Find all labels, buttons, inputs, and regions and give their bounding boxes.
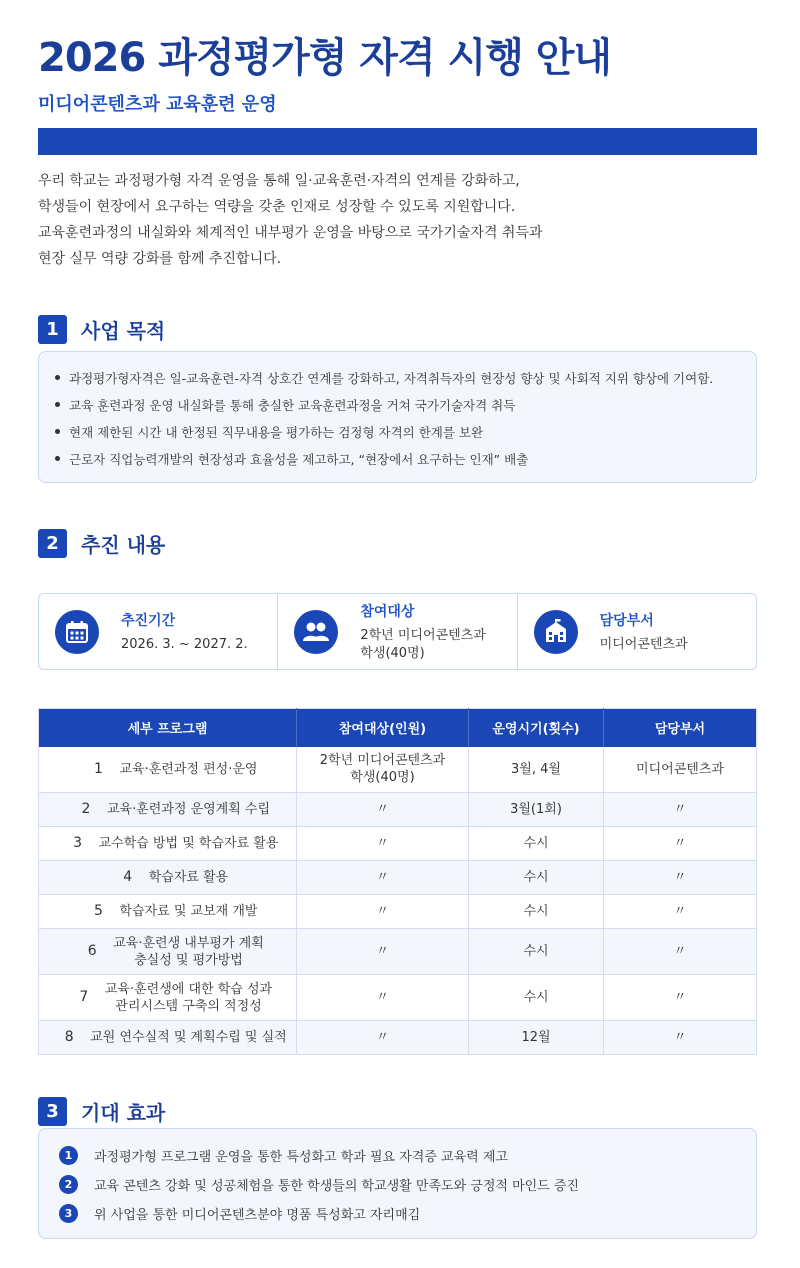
info-label: 추진기간	[121, 612, 176, 629]
target-cell: 〃	[297, 861, 469, 895]
info-target	[277, 594, 516, 669]
intro-line: 교육훈련과정의 내실화와 체계적인 내부평가 운영을 바탕으로 국가기술자격 취득과	[38, 225, 543, 241]
program-name: 교육·훈련과정 편성·운영	[119, 761, 258, 777]
target-cell: 2학년 미디어콘텐츠과 학생(40명)	[297, 747, 469, 793]
list-item	[55, 391, 740, 418]
intro-line: 학생들이 현장에서 요구하는 역량을 갖춘 인재로 성장할 수 있도록 지원합니다.	[38, 199, 516, 215]
row-number: 6	[87, 943, 97, 959]
table-row	[39, 827, 757, 861]
number-badge: 1	[59, 1146, 78, 1165]
section-plan-heading	[38, 529, 165, 558]
target-cell: 〃	[297, 975, 469, 1021]
row-number: 3	[73, 835, 83, 851]
target-cell: 〃	[297, 827, 469, 861]
info-value: 2학년 미디어콘텐츠과 학생(40명)	[360, 627, 486, 661]
purpose-list	[38, 351, 757, 483]
target-cell: 〃	[297, 793, 469, 827]
period-cell: 수시	[469, 827, 604, 861]
list-item-text: 과정평가형자격은 일-교육훈련-자격 상호간 연계를 강화하고, 자격취득자의 현장성 향상 및 사회적 지위 향상에 기여함.	[69, 370, 714, 386]
effects-list	[38, 1128, 757, 1239]
program-cell	[39, 895, 297, 929]
bullet-icon	[55, 456, 60, 461]
program-name: 학습자료 및 교보재 개발	[119, 904, 258, 919]
number-badge: 2	[59, 1175, 78, 1194]
program-name: 교원 연수실적 및 계획수립 및 실적	[90, 1030, 287, 1045]
list-item-text: 교육 훈련과정 운영 내실화를 통해 충실한 교육훈련과정을 거쳐 국가기술자격 취득	[69, 397, 516, 413]
table-row	[39, 895, 757, 929]
row-number: 1	[94, 760, 103, 777]
list-item-text: 위 사업을 통한 미디어콘텐츠분야 명품 특성화고 자리매김	[94, 1208, 421, 1223]
intro-line: 우리 학교는 과정평가형 자격 운영을 통해 일·교육훈련·자격의 연계를 강화하고,	[38, 173, 520, 189]
table-row	[39, 861, 757, 895]
program-cell	[39, 747, 297, 793]
info-label: 참여대상	[360, 603, 415, 620]
list-item	[55, 418, 740, 445]
section-title: 사업 목적	[81, 319, 166, 343]
list-item-text: 근로자 직업능력개발의 현장성과 효율성을 제고하고, “현장에서 요구하는 인재” 배출	[69, 451, 529, 467]
period-cell: 3월(1회)	[469, 793, 604, 827]
summary-info-panel	[38, 593, 757, 670]
info-period	[39, 594, 277, 669]
period-cell: 수시	[469, 861, 604, 895]
section-title: 기대 효과	[81, 1101, 166, 1125]
list-item-text: 현재 제한된 시간 내 한정된 직무내용을 평가하는 검정형 자격의 한계를 보완	[69, 424, 484, 440]
list-item-text: 과정평가형 프로그램 운영을 통한 특성화고 학과 필요 자격증 교육력 제고	[94, 1150, 508, 1165]
period-cell: 수시	[469, 895, 604, 929]
program-name: 교육·훈련생에 대한 학습 성과 관리시스템 구축의 적정성	[104, 981, 273, 1014]
period-cell: 수시	[469, 975, 604, 1021]
page-title: 2026 과정평가형 자격 시행 안내	[38, 35, 612, 81]
table-row	[39, 747, 757, 793]
info-value: 2026. 3. ~ 2027. 2.	[121, 636, 248, 652]
column-header: 운영시기(횟수)	[469, 709, 604, 747]
dept-cell: 〃	[604, 1021, 757, 1055]
number-badge: 3	[59, 1204, 78, 1223]
target-cell: 〃	[297, 1021, 469, 1055]
page-subtitle: 미디어콘텐츠과 교육훈련 운영	[38, 94, 277, 115]
program-cell	[39, 975, 297, 1021]
intro-paragraph	[38, 168, 543, 272]
program-cell	[39, 929, 297, 975]
row-number: 8	[64, 1029, 74, 1045]
dept-cell: 미디어콘텐츠과	[604, 747, 757, 793]
section-number-badge: 1	[38, 315, 67, 344]
dept-cell: 〃	[604, 975, 757, 1021]
people-icon	[294, 610, 338, 654]
program-name: 교육·훈련과정 운영계획 수립	[106, 802, 271, 817]
school-building-icon	[534, 610, 578, 654]
list-item	[59, 1141, 736, 1170]
section-effects-heading	[38, 1097, 165, 1126]
info-department	[517, 594, 756, 669]
column-header: 세부 프로그램	[39, 709, 297, 747]
period-cell: 수시	[469, 929, 604, 975]
section-purpose-heading	[38, 315, 165, 344]
info-value: 미디어콘텐츠과	[599, 636, 688, 652]
row-number: 2	[81, 801, 91, 817]
dept-cell: 〃	[604, 861, 757, 895]
list-item-text: 교육 콘텐츠 강화 및 성공체험을 통한 학생들의 학교생활 만족도와 긍정적 마인드 증진	[94, 1179, 579, 1194]
list-item	[59, 1199, 736, 1228]
section-number-badge: 2	[38, 529, 67, 558]
dept-cell: 〃	[604, 793, 757, 827]
target-cell: 〃	[297, 895, 469, 929]
list-item	[55, 364, 740, 391]
dept-cell: 〃	[604, 827, 757, 861]
table-header-row	[39, 709, 757, 747]
column-header: 담당부서	[604, 709, 757, 747]
table-row	[39, 929, 757, 975]
row-number: 4	[123, 869, 133, 885]
target-cell: 〃	[297, 929, 469, 975]
intro-line: 현장 실무 역량 강화를 함께 추진합니다.	[38, 251, 282, 267]
info-label: 담당부서	[599, 612, 654, 629]
list-item	[59, 1170, 736, 1199]
bullet-icon	[55, 429, 60, 434]
row-number: 5	[94, 903, 103, 919]
program-name: 교수학습 방법 및 학습자료 활용	[98, 836, 279, 851]
section-title: 추진 내용	[81, 533, 166, 557]
table-row	[39, 1021, 757, 1055]
dept-cell: 〃	[604, 895, 757, 929]
calendar-icon	[55, 610, 99, 654]
program-name: 교육·훈련생 내부평가 계획 충실성 및 평가방법	[113, 935, 264, 968]
program-table	[38, 708, 757, 1055]
row-number: 7	[79, 989, 89, 1005]
header-divider-bar	[38, 128, 757, 155]
dept-cell: 〃	[604, 929, 757, 975]
period-cell: 12월	[469, 1021, 604, 1055]
program-cell	[39, 793, 297, 827]
table-row	[39, 793, 757, 827]
list-item	[55, 445, 740, 472]
table-row	[39, 975, 757, 1021]
section-number-badge: 3	[38, 1097, 67, 1126]
bullet-icon	[55, 375, 60, 380]
column-header: 참여대상(인원)	[297, 709, 469, 747]
program-cell	[39, 861, 297, 895]
program-name: 학습자료 활용	[148, 870, 229, 885]
bullet-icon	[55, 402, 60, 407]
period-cell: 3월, 4월	[469, 747, 604, 793]
program-cell	[39, 1021, 297, 1055]
program-cell	[39, 827, 297, 861]
